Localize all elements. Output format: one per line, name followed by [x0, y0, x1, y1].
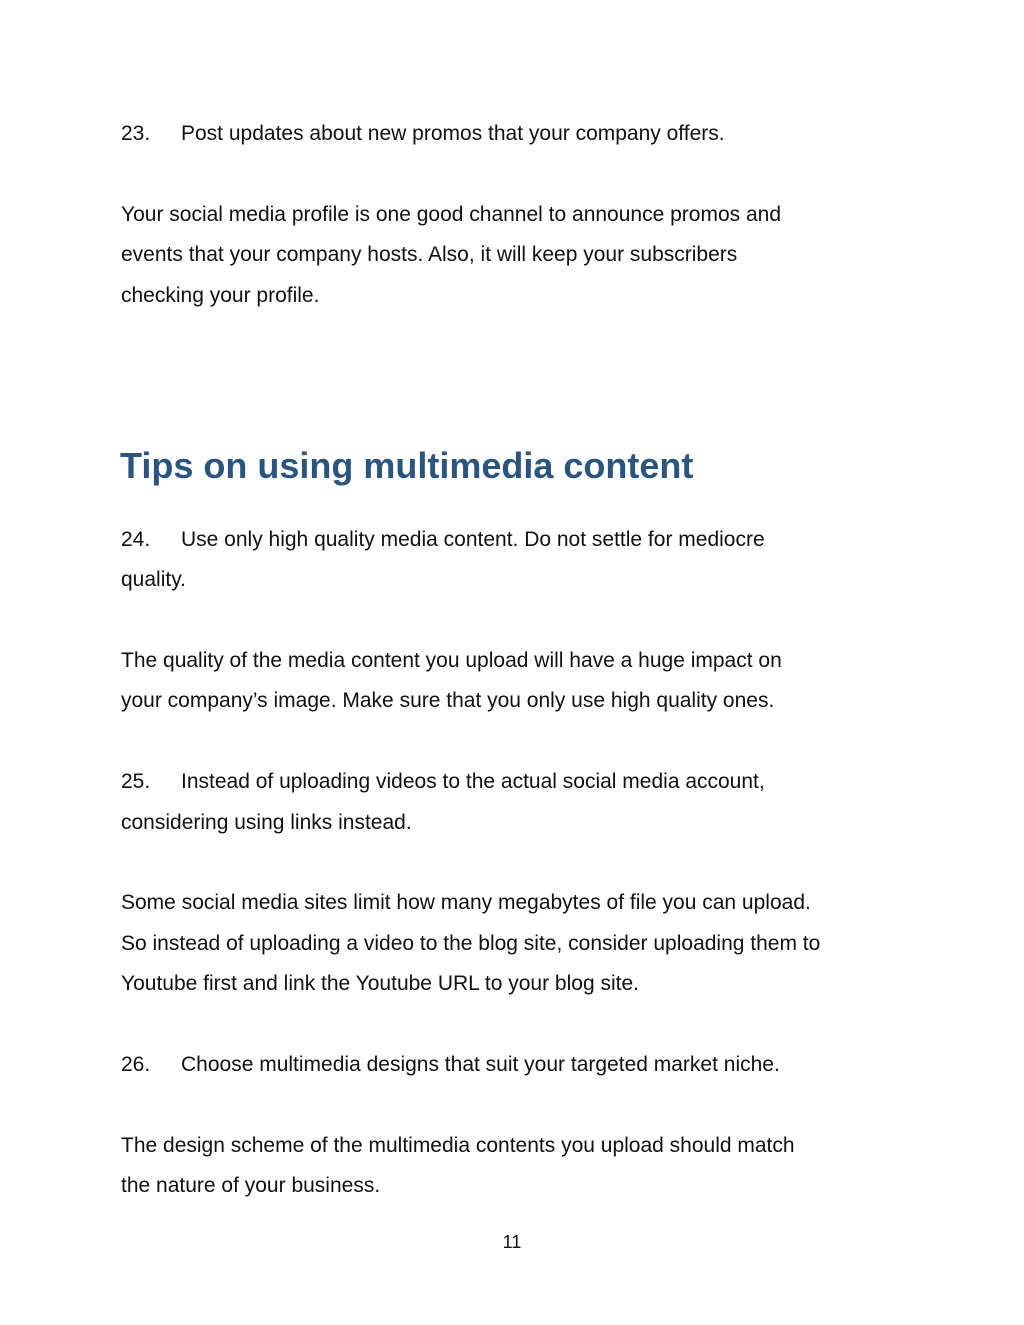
list-item-23	[121, 114, 725, 154]
paragraph-line: events that your company hosts. Also, it will keep your subscribers	[121, 243, 738, 266]
list-text: Use only high quality media content. Do not settle for mediocre	[181, 528, 765, 551]
list-text: Post updates about new promos that your company offers.	[181, 122, 725, 145]
section-heading: Tips on using multimedia content	[120, 445, 694, 486]
paragraph-line: checking your profile.	[121, 284, 320, 307]
paragraph-line: your company’s image. Make sure that you only use high quality ones.	[121, 689, 775, 712]
paragraph-line: Some social media sites limit how many megabytes of file you can upload.	[121, 891, 811, 914]
page-number: 11	[502, 1232, 522, 1252]
list-number: 23.	[121, 122, 151, 145]
list-text-continued: considering using links instead.	[121, 811, 412, 834]
paragraph-line: Youtube first and link the Youtube URL to your blog site.	[121, 972, 639, 995]
list-text: Choose multimedia designs that suit your targeted market niche.	[181, 1053, 780, 1076]
paragraph-line: The design scheme of the multimedia contents you upload should match	[121, 1134, 795, 1157]
list-text-continued: quality.	[121, 568, 186, 591]
list-number: 24.	[121, 528, 151, 551]
list-number: 26.	[121, 1053, 151, 1076]
paragraph-line: The quality of the media content you upload will have a huge impact on	[121, 649, 782, 672]
paragraph-line: the nature of your business.	[121, 1174, 381, 1197]
list-number: 25.	[121, 770, 151, 793]
list-text: Instead of uploading videos to the actual social media account,	[181, 770, 765, 793]
list-item-26	[121, 1045, 780, 1085]
paragraph-line: So instead of uploading a video to the blog site, consider uploading them to	[121, 932, 821, 955]
paragraph-line: Your social media profile is one good channel to announce promos and	[121, 203, 782, 226]
